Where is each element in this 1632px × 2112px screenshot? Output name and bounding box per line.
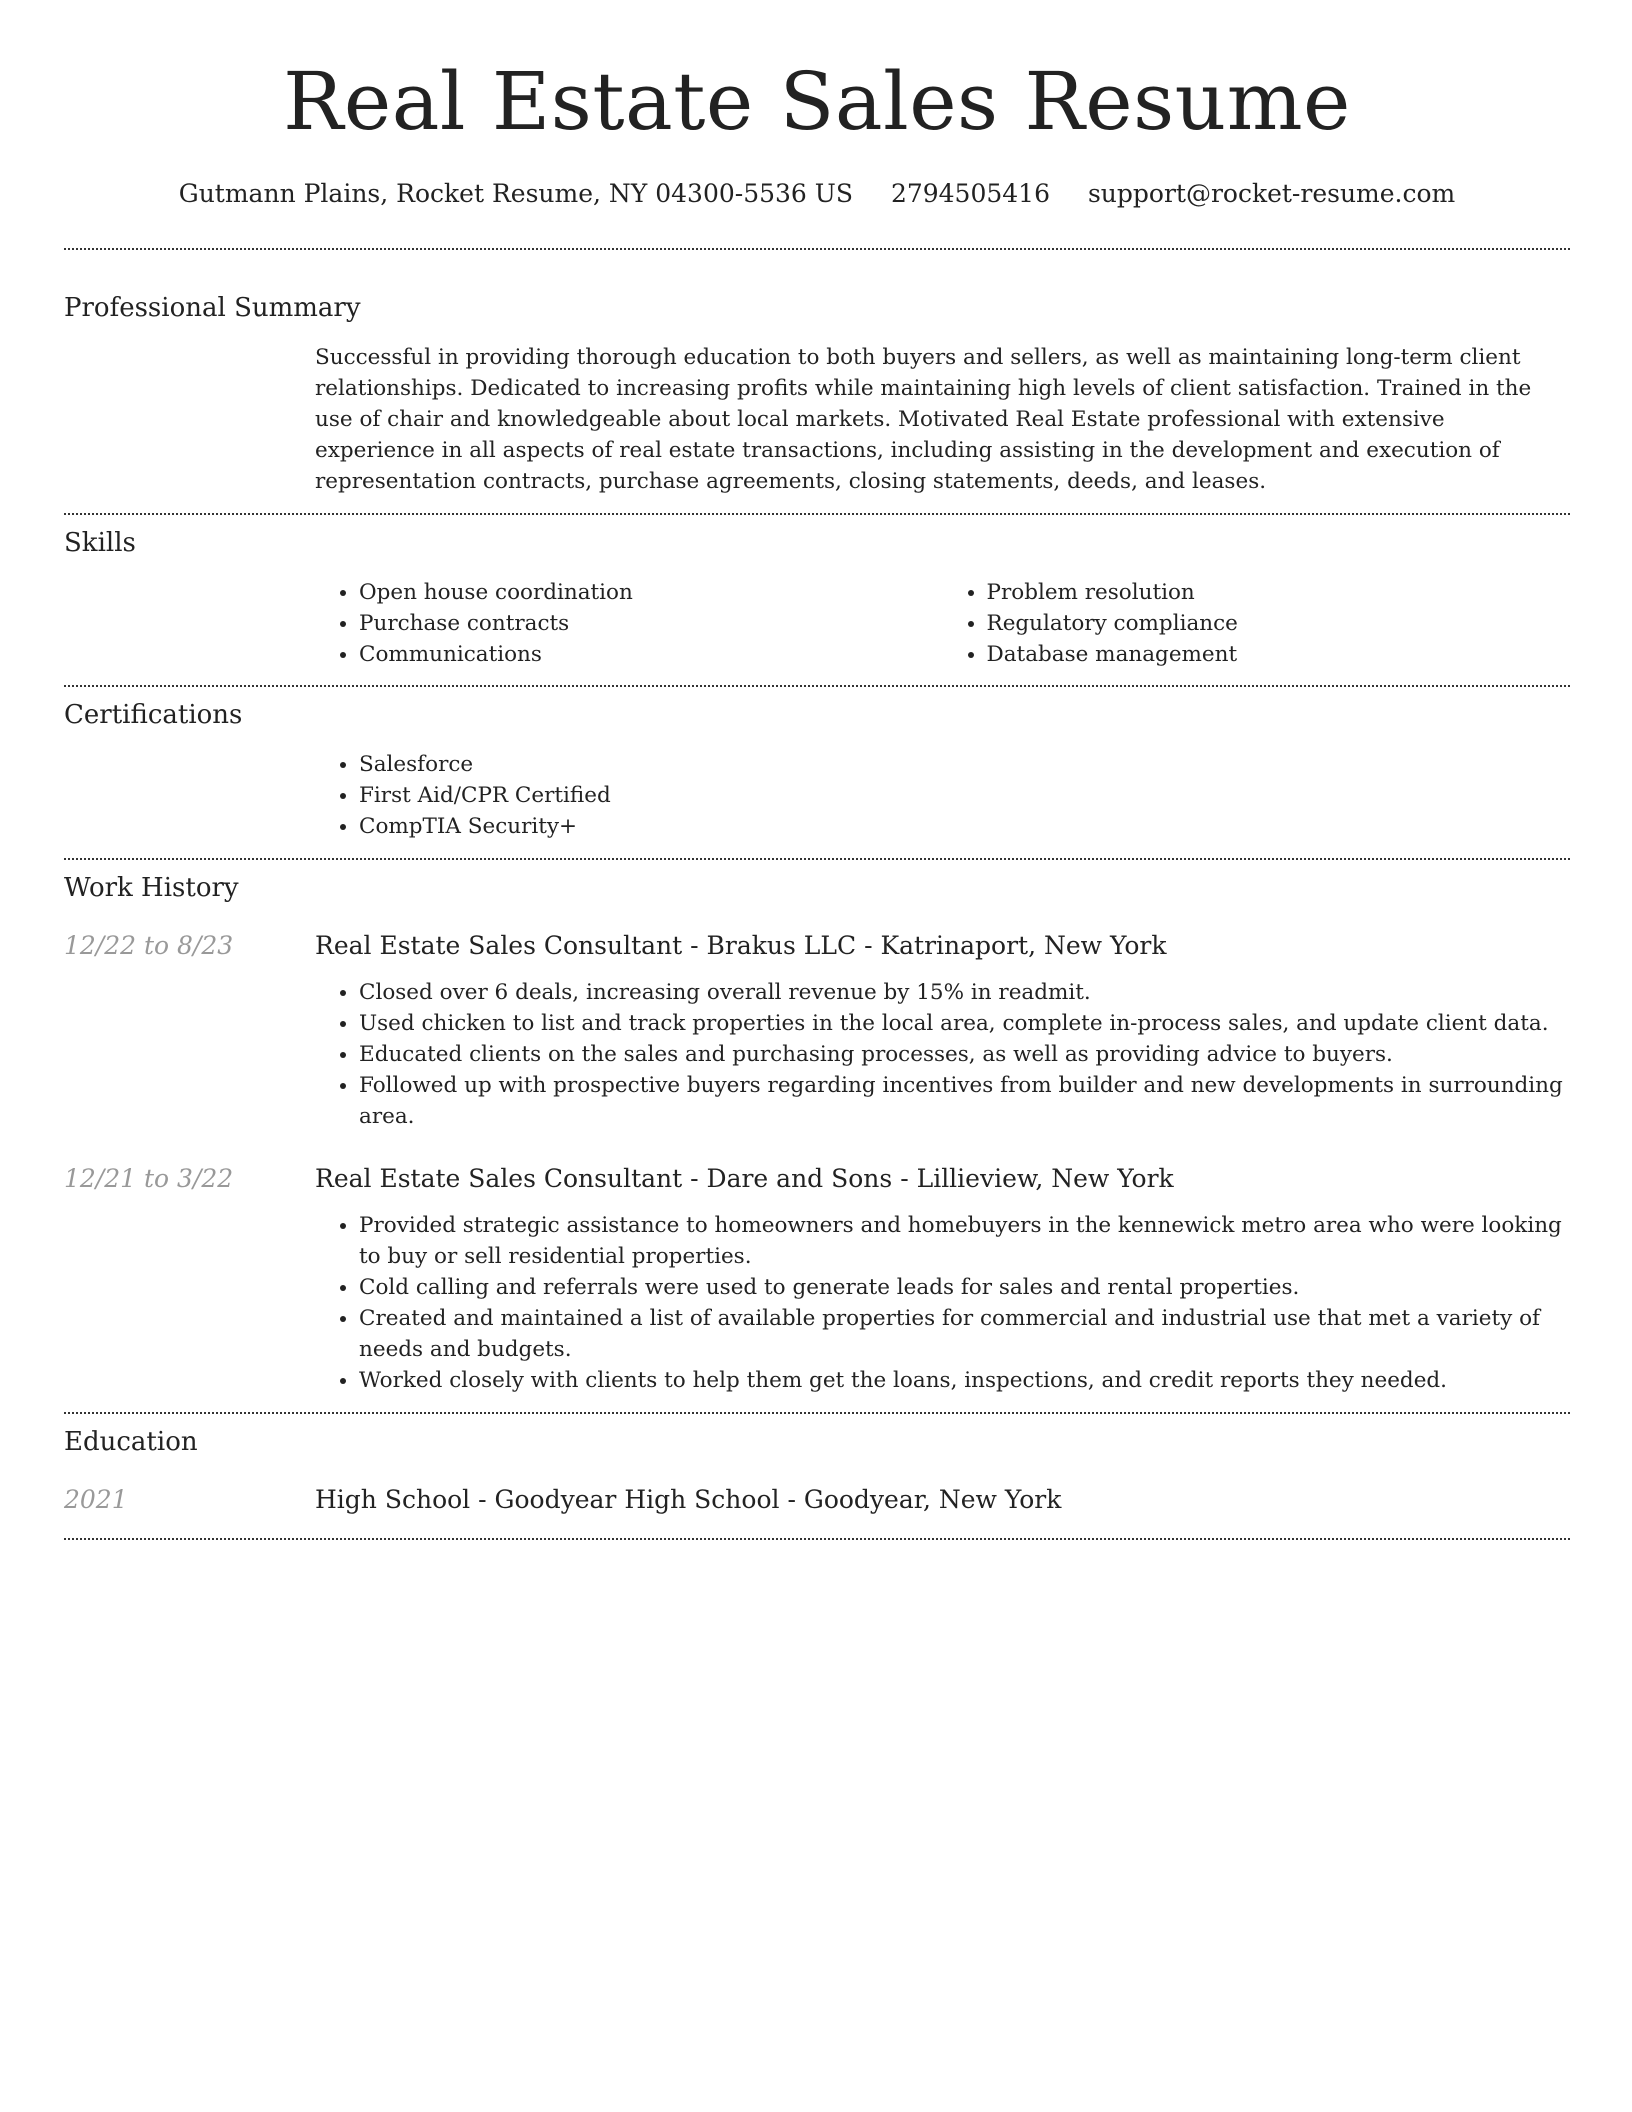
work-title: Work History — [64, 873, 239, 903]
certifications-title: Certifications — [64, 700, 243, 730]
job-bullet: • Created and maintained a list of available properties for commercial and industrial use that met a variety of needs and budgets. — [359, 1303, 1570, 1365]
certifications-section — [64, 687, 1570, 858]
separator: - — [779, 1485, 804, 1514]
skill-item: • Problem resolution — [987, 577, 1571, 608]
education-year: 2021 — [64, 1485, 128, 1514]
skill-item: • Communications — [359, 639, 943, 670]
separator: - — [470, 1485, 495, 1514]
skill-item: • Database management — [987, 639, 1571, 670]
education-degree: High School — [315, 1485, 471, 1514]
work-section — [64, 860, 1570, 1412]
separator: - — [856, 931, 881, 960]
job-bullet: • Provided strategic assistance to homeowners and homebuyers in the kennewick metro area who were looking to buy or sell residential properties. — [359, 1210, 1570, 1272]
job-bullet: • Cold calling and referrals were used to generate leads for sales and rental properties. — [359, 1272, 1570, 1303]
separator: - — [892, 1164, 917, 1193]
job-role: Real Estate Sales Consultant — [315, 1164, 683, 1193]
job-entry — [64, 1161, 1570, 1396]
education-section — [64, 1414, 1570, 1538]
skill-item: • Regulatory compliance — [987, 608, 1571, 639]
summary-title: Professional Summary — [64, 293, 361, 323]
job-role: Real Estate Sales Consultant — [315, 931, 683, 960]
contact-address: Gutmann Plains, Rocket Resume, NY 04300-5536 US — [178, 179, 853, 208]
job-entry — [64, 928, 1570, 1132]
job-dates: 12/22 to 8/23 — [64, 931, 234, 960]
job-bullets — [315, 977, 1570, 1132]
resume-name: Real Estate Sales Resume — [283, 55, 1351, 148]
skills-list-right — [943, 577, 1571, 670]
job-location: Lillieview, New York — [916, 1164, 1174, 1193]
skills-section — [64, 515, 1570, 685]
summary-section — [64, 250, 1570, 513]
contact-email: support@rocket-resume.com — [1087, 179, 1456, 208]
education-heading — [315, 1482, 1570, 1518]
contact-phone: 2794505416 — [890, 179, 1050, 208]
resume-page — [64, 0, 1570, 1540]
separator: - — [682, 931, 707, 960]
contact-line — [64, 176, 1570, 212]
certification-item: • Salesforce — [359, 749, 1570, 780]
job-heading — [315, 928, 1570, 964]
job-heading — [315, 1161, 1570, 1197]
job-company: Brakus LLC — [706, 931, 857, 960]
skills-title: Skills — [64, 528, 136, 558]
summary-text: Successful in providing thorough education to both buyers and sellers, as well as maintaining long-term client relationships. Dedicated to increasing profits while maintaining high levels of client satisfaction. Trained in the use of chair and knowledgeable about local markets. Motivated Real Estate professional with extensive experience in all aspects of real estate transactions, including assisting in the development and execution of representation contracts, purchase agreements, closing statements, deeds, and leases. — [315, 345, 1532, 494]
education-title: Education — [64, 1427, 198, 1457]
education-location: Goodyear, New York — [803, 1485, 1062, 1514]
certifications-list — [315, 749, 1570, 842]
certification-item: • CompTIA Security+ — [359, 811, 1570, 842]
job-bullet: • Worked closely with clients to help them get the loans, inspections, and credit reports they needed. — [359, 1365, 1570, 1396]
skill-item: • Purchase contracts — [359, 608, 943, 639]
job-dates: 12/21 to 3/22 — [64, 1164, 234, 1193]
certification-item: • First Aid/CPR Certified — [359, 780, 1570, 811]
job-bullet: • Followed up with prospective buyers regarding incentives from builder and new developments in surrounding area. — [359, 1070, 1570, 1132]
job-bullet: • Closed over 6 deals, increasing overall revenue by 15% in readmit. — [359, 977, 1570, 1008]
skills-list-left — [315, 577, 943, 670]
education-school: Goodyear High School — [494, 1485, 780, 1514]
job-company: Dare and Sons — [706, 1164, 893, 1193]
job-location: Katrinaport, New York — [880, 931, 1167, 960]
job-bullet: • Used chicken to list and track properties in the local area, complete in-process sales, and update client data. — [359, 1008, 1570, 1039]
job-bullets — [315, 1210, 1570, 1396]
job-bullet: • Educated clients on the sales and purchasing processes, as well as providing advice to buyers. — [359, 1039, 1570, 1070]
separator: - — [682, 1164, 707, 1193]
skill-item: • Open house coordination — [359, 577, 943, 608]
education-entry — [64, 1482, 1570, 1518]
divider — [64, 1538, 1570, 1540]
